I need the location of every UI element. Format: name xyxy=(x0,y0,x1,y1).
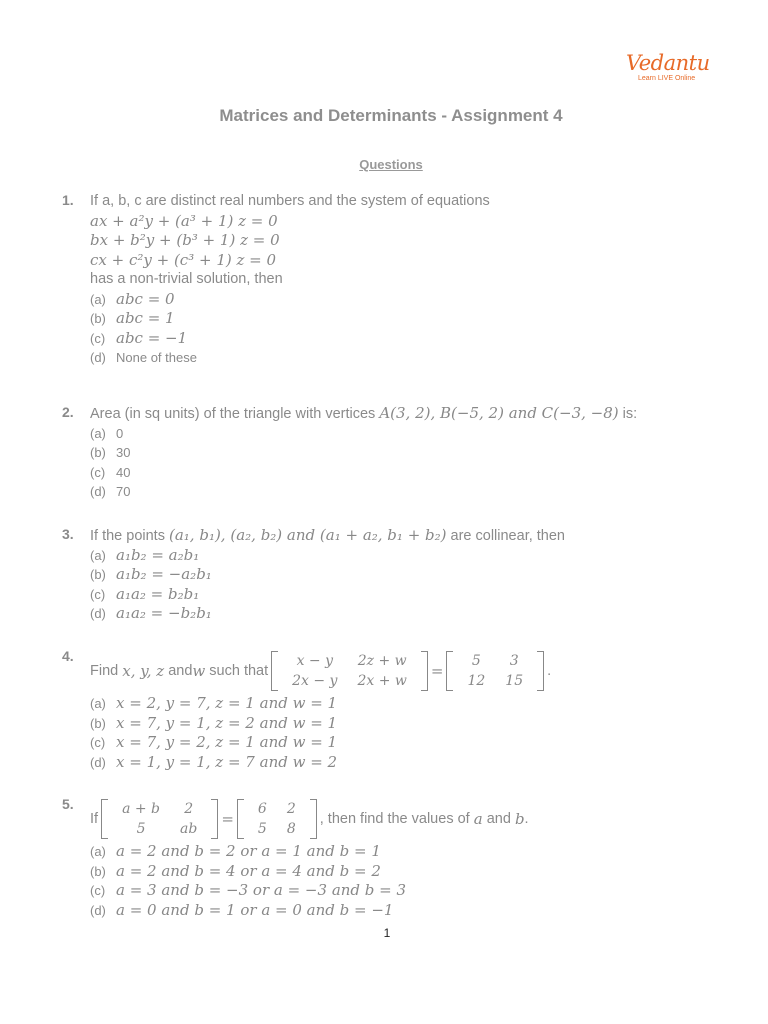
equals-sign: = xyxy=(221,810,234,828)
question-number: 2. xyxy=(62,404,74,420)
option-label: (b) xyxy=(90,311,106,326)
option-label: (a) xyxy=(90,425,106,441)
matrix-cell: 3 xyxy=(509,653,519,669)
matrix-cell: ab xyxy=(180,821,198,837)
option-text: a₁b₂ = a₂b₁ xyxy=(116,545,200,564)
stem-dot: . xyxy=(524,811,529,827)
stem-text: Area (in sq units) of the triangle with vertices xyxy=(90,406,376,422)
option-d xyxy=(90,901,529,921)
stem-math: (a₁, b₁), (a₂, b₂) and (a₁ + a₂, b₁ + b₂) xyxy=(169,526,447,544)
stem-mid: such that xyxy=(209,663,269,679)
question-stem: If a, b, c are distinct real numbers and the system of equations xyxy=(90,193,490,209)
matrix-cell: 2x + w xyxy=(357,673,407,689)
option-text: 40 xyxy=(116,464,131,480)
option-a xyxy=(90,694,551,714)
option-text: x = 2, y = 7, z = 1 and w = 1 xyxy=(116,694,338,712)
question-stem xyxy=(90,796,529,842)
question-number: 5. xyxy=(62,796,74,812)
stem-text: If the points xyxy=(90,528,165,544)
option-label: (a) xyxy=(90,696,106,711)
option-text: a₁a₂ = −b₂b₁ xyxy=(116,604,212,622)
stem-text: Find xyxy=(90,663,119,679)
logo-wordmark: Vedantu xyxy=(626,51,710,75)
option-label: (b) xyxy=(90,567,106,582)
matrix-cell: 2 xyxy=(286,801,296,817)
option-text: 70 xyxy=(116,484,131,499)
stem-end: is: xyxy=(622,406,638,422)
option-text: a = 2 and b = 2 or a = 1 and b = 1 xyxy=(116,842,381,860)
option-label: (c) xyxy=(90,330,106,346)
option-text: a = 2 and b = 4 or a = 4 and b = 2 xyxy=(116,861,381,880)
matrix-cell: 12 xyxy=(467,673,486,689)
option-text: abc = 1 xyxy=(116,309,175,327)
option-c xyxy=(90,585,565,605)
option-text: x = 7, y = 2, z = 1 and w = 1 xyxy=(116,733,338,751)
matrix-cell: 15 xyxy=(505,673,524,689)
option-d xyxy=(90,753,551,773)
stem-end: are collinear, then xyxy=(450,528,565,544)
matrix-right xyxy=(237,799,317,839)
option-text: abc = 0 xyxy=(116,289,175,308)
option-d xyxy=(90,604,565,624)
option-a xyxy=(90,424,637,444)
question-number: 1. xyxy=(62,192,74,208)
option-label: (d) xyxy=(90,902,106,918)
option-text: a = 0 and b = 1 or a = 0 and b = −1 xyxy=(116,900,394,919)
question-number: 4. xyxy=(62,648,74,664)
stem-and: and xyxy=(486,811,511,827)
option-label: (c) xyxy=(90,586,106,602)
option-label: (b) xyxy=(90,715,106,731)
option-d xyxy=(90,348,490,368)
option-d xyxy=(90,482,637,502)
option-b xyxy=(90,565,565,585)
option-c xyxy=(90,733,551,753)
stem-text: If xyxy=(90,811,99,827)
option-text: None of these xyxy=(116,350,197,365)
option-b xyxy=(90,309,490,329)
matrix-cell: a + b xyxy=(122,801,161,817)
option-b xyxy=(90,862,529,882)
option-label: (c) xyxy=(90,464,106,480)
option-c xyxy=(90,463,637,483)
option-label: (a) xyxy=(90,844,106,859)
question-stem-end: has a non-trivial solution, then xyxy=(90,271,283,287)
matrix-cell: 5 xyxy=(257,821,267,837)
matrix-cell: 2 xyxy=(184,801,194,817)
option-a xyxy=(90,546,565,566)
option-label: (d) xyxy=(90,754,106,770)
option-label: (b) xyxy=(90,863,106,879)
stem-a: a xyxy=(473,810,483,828)
equation-3: cx + c²y + (c³ + 1) z = 0 xyxy=(90,250,277,269)
logo-tagline: Learn LIVE Online xyxy=(638,75,696,82)
stem-vars: x, y, z xyxy=(122,662,165,680)
option-label: (d) xyxy=(90,350,106,365)
option-text: 0 xyxy=(116,425,124,441)
equals-sign: = xyxy=(430,662,444,680)
option-label: (d) xyxy=(90,484,106,499)
stem-and: and xyxy=(168,663,193,679)
matrix-cell: 6 xyxy=(257,801,267,817)
equation-1: ax + a²y + (a³ + 1) z = 0 xyxy=(90,211,278,230)
option-label: (d) xyxy=(90,606,106,621)
equation-2: bx + b²y + (b³ + 1) z = 0 xyxy=(90,231,280,249)
option-b xyxy=(90,714,551,734)
option-label: (a) xyxy=(90,291,106,307)
option-text: 30 xyxy=(116,445,131,460)
option-text: x = 7, y = 1, z = 2 and w = 1 xyxy=(116,713,338,732)
option-label: (c) xyxy=(90,735,106,750)
option-a xyxy=(90,842,529,862)
option-text: x = 1, y = 1, z = 7 and w = 2 xyxy=(116,752,338,771)
question-stem xyxy=(90,526,565,546)
question-stem xyxy=(90,404,637,424)
option-text: a₁a₂ = b₂b₁ xyxy=(116,584,200,603)
matrix-left xyxy=(101,799,218,839)
option-text: a₁b₂ = −a₂b₁ xyxy=(116,565,212,583)
matrix-cell: 5 xyxy=(471,653,481,669)
option-text: a = 3 and b = −3 or a = −3 and b = 3 xyxy=(116,881,407,899)
vedantu-logo xyxy=(626,52,716,83)
option-b xyxy=(90,443,637,463)
option-label: (b) xyxy=(90,445,106,460)
stem-b: b xyxy=(514,810,525,828)
stem-math: A(3, 2), B(−5, 2) and C(−3, −8) xyxy=(379,404,619,422)
stem-end: . xyxy=(547,663,552,679)
section-heading: Questions xyxy=(359,157,423,172)
option-c xyxy=(90,881,529,901)
option-label: (c) xyxy=(90,883,106,898)
matrix-right xyxy=(446,651,544,691)
stem-w: w xyxy=(192,662,206,680)
page-title: Matrices and Determinants - Assignment 4 xyxy=(219,106,563,125)
question-number: 3. xyxy=(62,526,74,542)
matrix-cell: 2x − y xyxy=(292,673,338,689)
matrix-cell: 2z + w xyxy=(357,653,407,669)
matrix-cell: x − y xyxy=(296,653,334,669)
stem-end: , then find the values of xyxy=(319,811,470,827)
option-label: (a) xyxy=(90,547,106,563)
matrix-left xyxy=(271,651,428,691)
matrix-cell: 8 xyxy=(286,821,296,837)
question-stem xyxy=(90,648,551,694)
matrix-cell: 5 xyxy=(136,821,146,837)
option-text: abc = −1 xyxy=(116,328,188,347)
option-a xyxy=(90,290,490,310)
page-number: 1 xyxy=(383,926,391,940)
option-c xyxy=(90,329,490,349)
